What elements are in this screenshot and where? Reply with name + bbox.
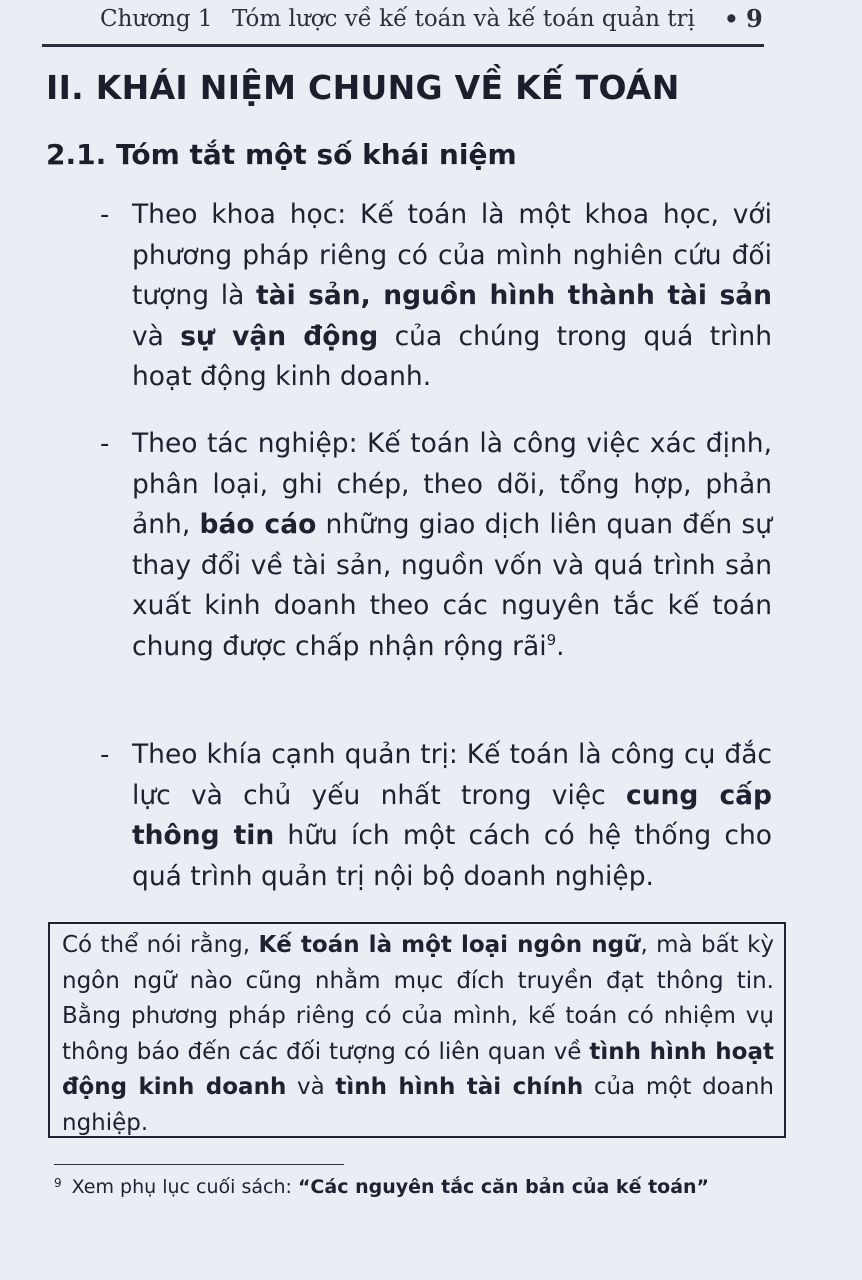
footnote-mark: 9 (54, 1176, 62, 1190)
text-run: Theo khía cạnh quản trị: Kế toán là công cụ đắc lực và chủ yếu nhất trong việc (132, 739, 772, 811)
bullet-dash: - (100, 200, 110, 230)
text-run: Theo tác nghiệp: Kế toán là công việc xác định, phân loại, ghi chép, theo dõi, tổng hợp, phản ảnh, (132, 428, 772, 540)
text-run: hữu ích một cách có hệ thống cho quá trình quản trị nội bộ doanh nghiệp. (132, 820, 772, 892)
page-number: 9 (746, 4, 763, 33)
footnote-bold: “Các nguyên tắc căn bản của kế toán” (297, 1176, 710, 1198)
text-run: , mà bất kỳ ngôn ngữ nào cũng nhằm mục đích truyền đạt thông tin. Bằng phương pháp riêng có của mình, kế toán có nhiệm vụ thông báo đến các đối tượng có liên quan về (62, 932, 775, 1065)
bold-run: Kế toán là một loại ngôn ngữ (258, 932, 641, 958)
text-run: những giao dịch liên quan đến sự thay đổi về tài sản, nguồn vốn và quá trình sản xuất kinh doanh theo các nguyên tắc kế toán chung được chấp nhận rộng rãi (132, 509, 772, 662)
highlight-box (48, 922, 786, 1138)
bold-run: tình hình tài chính (335, 1074, 584, 1100)
bullet-item (100, 424, 780, 714)
footnote (54, 1176, 709, 1198)
bullet-text (132, 424, 772, 667)
footnote-text: Xem phụ lục cuối sách: (71, 1176, 298, 1198)
bold-run: tài sản, nguồn hình thành tài sản (256, 280, 772, 311)
running-header (42, 0, 764, 46)
text-run: của chúng trong quá trình hoạt động kinh doanh. (132, 320, 772, 392)
bullet-text (132, 195, 772, 398)
bullet-dash: - (100, 429, 110, 459)
footnote-ref: 9 (546, 630, 557, 649)
chapter-title: Tóm lược về kế toán và kế toán quản trị (232, 6, 695, 32)
subsection-title: 2.1. Tóm tắt một số khái niệm (46, 138, 517, 171)
text-run: và (132, 320, 181, 352)
bold-run: báo cáo (199, 509, 317, 540)
section-title: II. KHÁI NIỆM CHUNG VỀ KẾ TOÁN (46, 68, 680, 107)
text-run: Có thể nói rằng, (62, 932, 259, 958)
bold-run: tình hình hoạt động kinh doanh (62, 1038, 774, 1100)
bullet-dash: - (100, 740, 110, 770)
bullet-item (100, 195, 780, 405)
text-run: và (286, 1074, 336, 1100)
box-text (62, 928, 774, 1141)
header-rule (42, 44, 764, 47)
footnote-rule (54, 1164, 344, 1165)
bullet-text (132, 735, 772, 897)
chapter-label: Chương 1 (100, 6, 213, 32)
text-run: Theo khoa học: Kế toán là một khoa học, với phương pháp riêng có của mình nghiên cứu đối tượng là (132, 199, 772, 311)
header-bullet: • (724, 6, 739, 33)
bullet-item (100, 735, 780, 905)
text-run: của một doanh nghiệp. (62, 1074, 774, 1136)
text-run: . (556, 630, 565, 662)
bold-run: cung cấp thông tin (132, 779, 772, 851)
bold-run: sự vận động (180, 320, 379, 352)
